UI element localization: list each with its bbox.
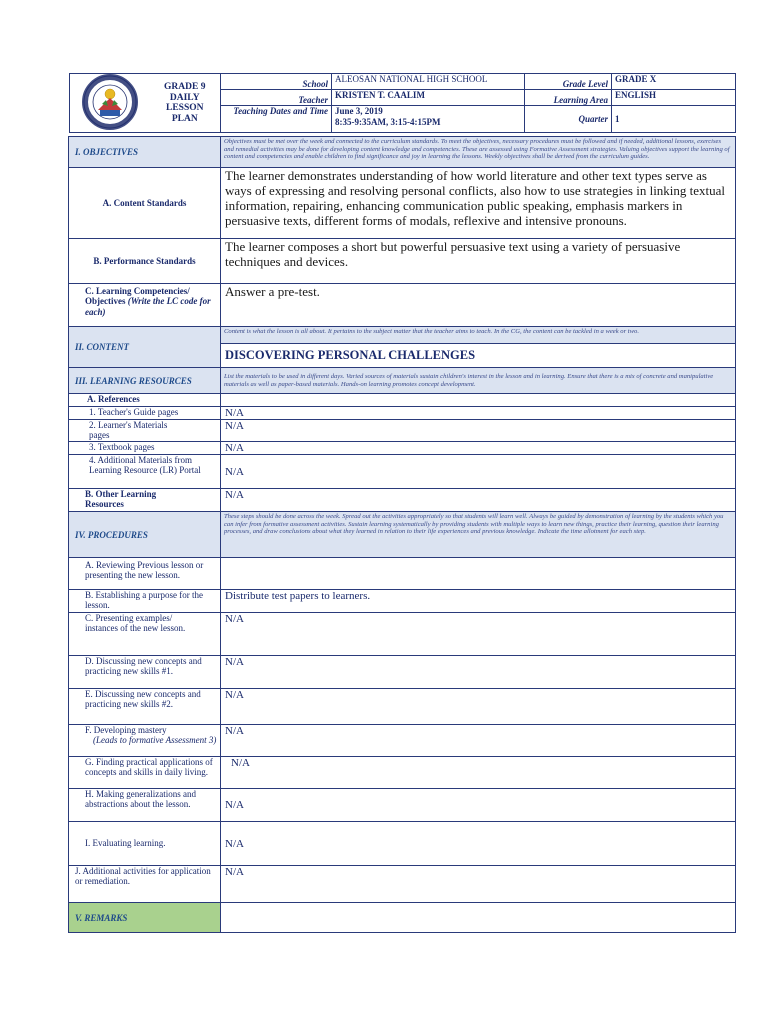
content-standards-label: A. Content Standards: [69, 168, 221, 239]
additional-materials-value: N/A: [221, 455, 736, 489]
quarter-value: 1: [612, 105, 736, 132]
additional-materials-label: 4. Additional Materials from Learning Resource (LR) Portal: [69, 455, 221, 489]
procedure-c-value: N/A: [221, 613, 736, 656]
school-value: ALEOSAN NATIONAL HIGH SCHOOL: [332, 74, 525, 90]
objectives-heading: I. OBJECTIVES: [69, 137, 221, 168]
learners-materials-value: N/A: [221, 420, 736, 442]
procedure-e-value: N/A: [221, 689, 736, 725]
procedure-d-value: N/A: [221, 656, 736, 689]
learning-area-label: Learning Area: [525, 89, 612, 105]
performance-standards-value: The learner composes a short but powerful persuasive text using a variety of persuasive techniques and devices.: [221, 239, 736, 284]
grade-level-label: Grade Level: [525, 74, 612, 90]
procedures-heading: IV. PROCEDURES: [69, 512, 221, 558]
plan-title: [150, 74, 221, 133]
other-resources-value: N/A: [221, 489, 736, 512]
other-resources-label: B. Other Learning Resources: [69, 489, 221, 512]
teacher-value: KRISTEN T. CAALIM: [332, 89, 525, 105]
procedure-e-label: E. Discussing new concepts and practicing new skills #2.: [69, 689, 221, 725]
grade-level-value: GRADE X: [612, 74, 736, 90]
resources-heading: III. LEARNING RESOURCES: [69, 368, 221, 394]
quarter-label: Quarter: [525, 105, 612, 132]
teaching-time: 8:35-9:35AM, 3:15-4:15PM: [335, 116, 441, 127]
procedure-b-label: B. Establishing a purpose for the lesson.: [69, 590, 221, 613]
teacher-label: Teacher: [221, 89, 332, 105]
procedure-g-label: G. Finding practical applications of concepts and skills in daily living.: [69, 757, 221, 789]
references-value: [221, 394, 736, 407]
procedure-f-value: N/A: [221, 725, 736, 757]
procedures-note: These steps should be done across the week. Spread out the activities appropriately so that students will learn well. Always be guided by demonstration of learning by the students which you can infer from formative assessment activities. Sustain learning systematically by providing students with multiple ways to learn new things, practice their learning, question their learning processes, and draw conclusions about what they learned in relation to their life experiences and previous knowledge. Indicate the time allotment for each step.: [221, 512, 736, 558]
content-heading: II. CONTENT: [69, 327, 221, 368]
procedure-i-value: N/A: [221, 822, 736, 866]
plan-title-line: LESSON: [166, 103, 204, 113]
content-value: DISCOVERING PERSONAL CHALLENGES: [221, 344, 736, 368]
procedure-h-value: N/A: [221, 789, 736, 822]
header-table: [69, 73, 736, 133]
procedure-d-label: D. Discussing new concepts and practicing new skills #1.: [69, 656, 221, 689]
competencies-label-note: (Write the LC code for each): [85, 296, 211, 317]
procedure-f-label-note: (Leads to formative Assessment 3): [93, 735, 217, 746]
school-label: School: [221, 74, 332, 90]
teaching-date: June 3, 2019: [335, 105, 383, 116]
resources-note: List the materials to be used in different days. Varied sources of materials sustain children's interest in the lesson and in learning. Ensure that there is a mix of concrete and manipulative materials as well as paper-based materials. Hands-on learning promotes concept development.: [221, 368, 736, 394]
plan-title-line: DAILY: [169, 92, 200, 103]
procedure-h-label: H. Making generalizations and abstractions about the lesson.: [69, 789, 221, 822]
lesson-plan-table: [68, 136, 736, 933]
procedure-a-value: [221, 558, 736, 590]
procedure-j-label: J. Additional activities for application or remediation.: [69, 866, 221, 903]
teachers-guide-label: 1. Teacher's Guide pages: [69, 407, 221, 420]
textbook-pages-label: 3. Textbook pages: [69, 442, 221, 455]
teaching-dates-value: [332, 105, 525, 132]
objectives-note: Objectives must be met over the week and connected to the curriculum standards. To meet the objectives, necessary procedures must be followed and if needed, additional lessons, exercises and remedial activities may be done for developing content knowledge and competencies. These are assessed using Formative Assessment strategies. Valuing objectives support the learning of content and competencies and enable children to find significance and joy in learning the lessons. Weekly objectives shall be derived from the curriculum guides.: [221, 137, 736, 168]
procedure-c-label: C. Presenting examples/ instances of the new lesson.: [69, 613, 221, 656]
remarks-heading: V. REMARKS: [69, 903, 221, 933]
deped-seal-icon: [78, 74, 142, 130]
procedure-f-label: [69, 725, 221, 757]
content-standards-value: The learner demonstrates understanding of how world literature and other text types serve as ways of expressing and resolving personal conflicts, also how to use strategies in linking textual information, repairing, enhancing communication public speaking, emphasis markers in persuasive texts, different forms of modals, reflexive and intensive pronouns.: [221, 168, 736, 239]
competencies-label: [69, 284, 221, 327]
procedure-i-label: I. Evaluating learning.: [69, 822, 221, 866]
performance-standards-label: B. Performance Standards: [69, 239, 221, 284]
textbook-pages-value: N/A: [221, 442, 736, 455]
procedure-j-value: N/A: [221, 866, 736, 903]
competencies-label-text: C. Learning Competencies/ Objectives: [85, 286, 190, 307]
references-label: A. References: [69, 394, 221, 407]
procedure-b-value: Distribute test papers to learners.: [221, 590, 736, 613]
learning-area-value: ENGLISH: [612, 89, 736, 105]
learners-materials-label: 2. Learner's Materials pages: [69, 420, 221, 442]
plan-title-line: GRADE 9: [164, 82, 206, 92]
procedure-g-value: N/A: [221, 757, 736, 789]
teaching-dates-label: Teaching Dates and Time: [221, 105, 332, 132]
procedure-f-label-text: F. Developing mastery: [85, 725, 167, 735]
teachers-guide-value: N/A: [221, 407, 736, 420]
deped-seal: [70, 74, 150, 133]
content-note: Content is what the lesson is all about. It pertains to the subject matter that the teacher aims to teach. In the CG, the content can be tackled in a week or two.: [221, 327, 736, 344]
remarks-value: [221, 903, 736, 933]
plan-title-line: PLAN: [171, 113, 198, 124]
competencies-value: Answer a pre-test.: [221, 284, 736, 327]
procedure-a-label: A. Reviewing Previous lesson or presenting the new lesson.: [69, 558, 221, 590]
